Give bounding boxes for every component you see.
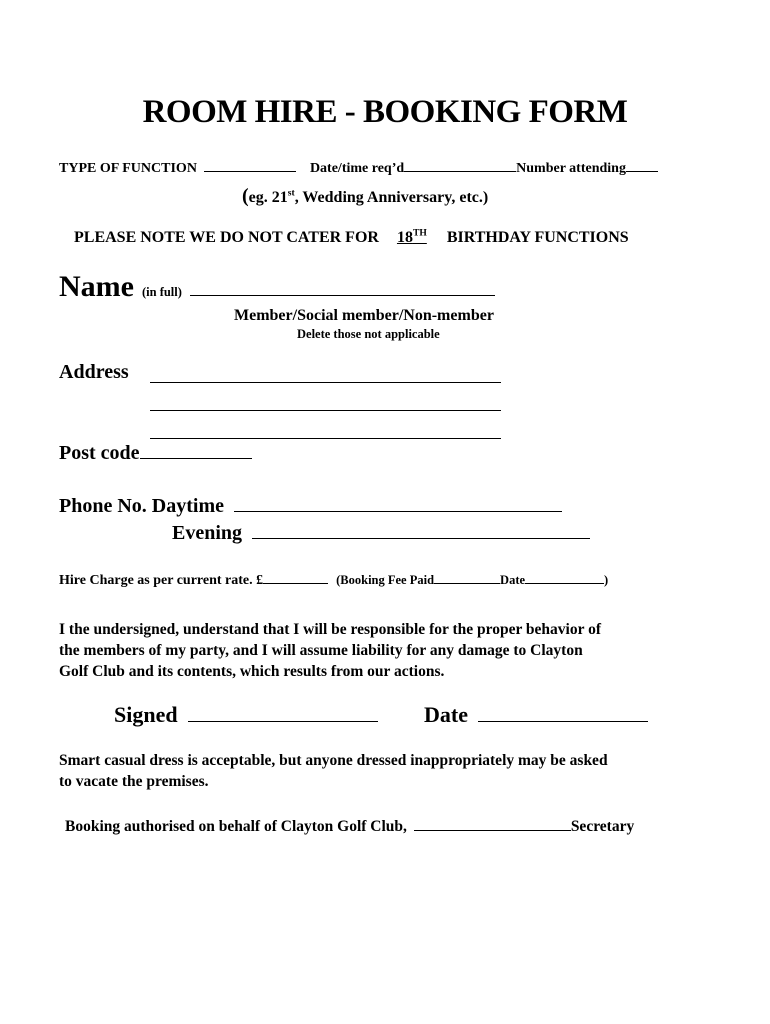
phone-daytime-label: Phone No. Daytime xyxy=(59,495,224,517)
name-field[interactable] xyxy=(190,294,495,296)
member-options: Member/Social member/Non-member xyxy=(234,307,494,324)
hire-charge-label: Hire Charge as per current rate. £ xyxy=(59,573,264,588)
type-of-function-field[interactable] xyxy=(204,170,296,172)
hire-charge-row: Hire Charge as per current rate. £ (Booking Fee Paid Date ) xyxy=(59,573,609,588)
secretary-signature-field[interactable] xyxy=(414,829,571,831)
secretary-label: Secretary xyxy=(570,818,635,835)
example-note: (eg. 21st, Wedding Anniversary, etc.) xyxy=(242,185,489,207)
sign-date-label: Date xyxy=(424,702,468,727)
phone-evening-field[interactable] xyxy=(252,537,590,539)
authorised-label: Booking authorised on behalf of Clayton Golf Club, xyxy=(65,818,407,835)
date-time-label: Date/time req’d xyxy=(309,161,405,176)
signed-label: Signed xyxy=(114,702,178,727)
booking-date-label: Date xyxy=(500,573,526,587)
address-line-3[interactable] xyxy=(150,437,501,439)
type-of-function-label: TYPE OF FUNCTION xyxy=(59,161,197,176)
phone-evening-label: Evening xyxy=(172,522,243,544)
date-time-field[interactable] xyxy=(404,170,516,172)
booking-fee-label: (Booking Fee Paid xyxy=(336,573,435,587)
phone-evening-row xyxy=(172,522,590,545)
dress-note: Smart casual dress is acceptable, but anyone dressed inappropriately may be asked to vacate the premises. xyxy=(59,752,608,790)
name-sub-label: (in full) xyxy=(141,285,182,299)
booking-fee-field[interactable] xyxy=(434,582,500,584)
name-label: Name xyxy=(59,270,134,303)
number-attending-field[interactable] xyxy=(626,170,658,172)
sign-date-field[interactable] xyxy=(478,720,648,722)
phone-daytime-row xyxy=(59,495,562,518)
phone-daytime-field[interactable] xyxy=(234,510,562,512)
signed-row xyxy=(114,702,378,728)
name-row xyxy=(59,270,495,304)
member-hint: Delete those not applicable xyxy=(297,327,440,341)
declaration: I the undersigned, understand that I will be responsible for the proper behavior of the members of my party, and I will assume liability for any damage to Clayton Golf Club and its contents, which results from our actions. xyxy=(59,621,601,680)
authorised-row xyxy=(65,818,634,836)
hire-charge-field[interactable] xyxy=(263,582,328,584)
sign-date-row xyxy=(424,702,648,728)
age-18: 18TH xyxy=(396,227,427,246)
booking-date-field[interactable] xyxy=(525,582,604,584)
postcode-field[interactable] xyxy=(140,457,252,459)
form-title: ROOM HIRE - BOOKING FORM xyxy=(142,94,628,130)
cater-note: PLEASE NOTE WE DO NOT CATER FOR 18TH BIRTHDAY FUNCTIONS xyxy=(74,227,629,246)
address-line-1[interactable] xyxy=(150,381,501,383)
postcode-label: Post code xyxy=(59,442,140,464)
function-row xyxy=(59,161,658,177)
address-label: Address xyxy=(59,361,129,383)
postcode-row xyxy=(59,442,252,465)
signature-field[interactable] xyxy=(188,720,378,722)
number-attending-label: Number attending xyxy=(516,161,626,176)
address-line-2[interactable] xyxy=(150,409,501,411)
